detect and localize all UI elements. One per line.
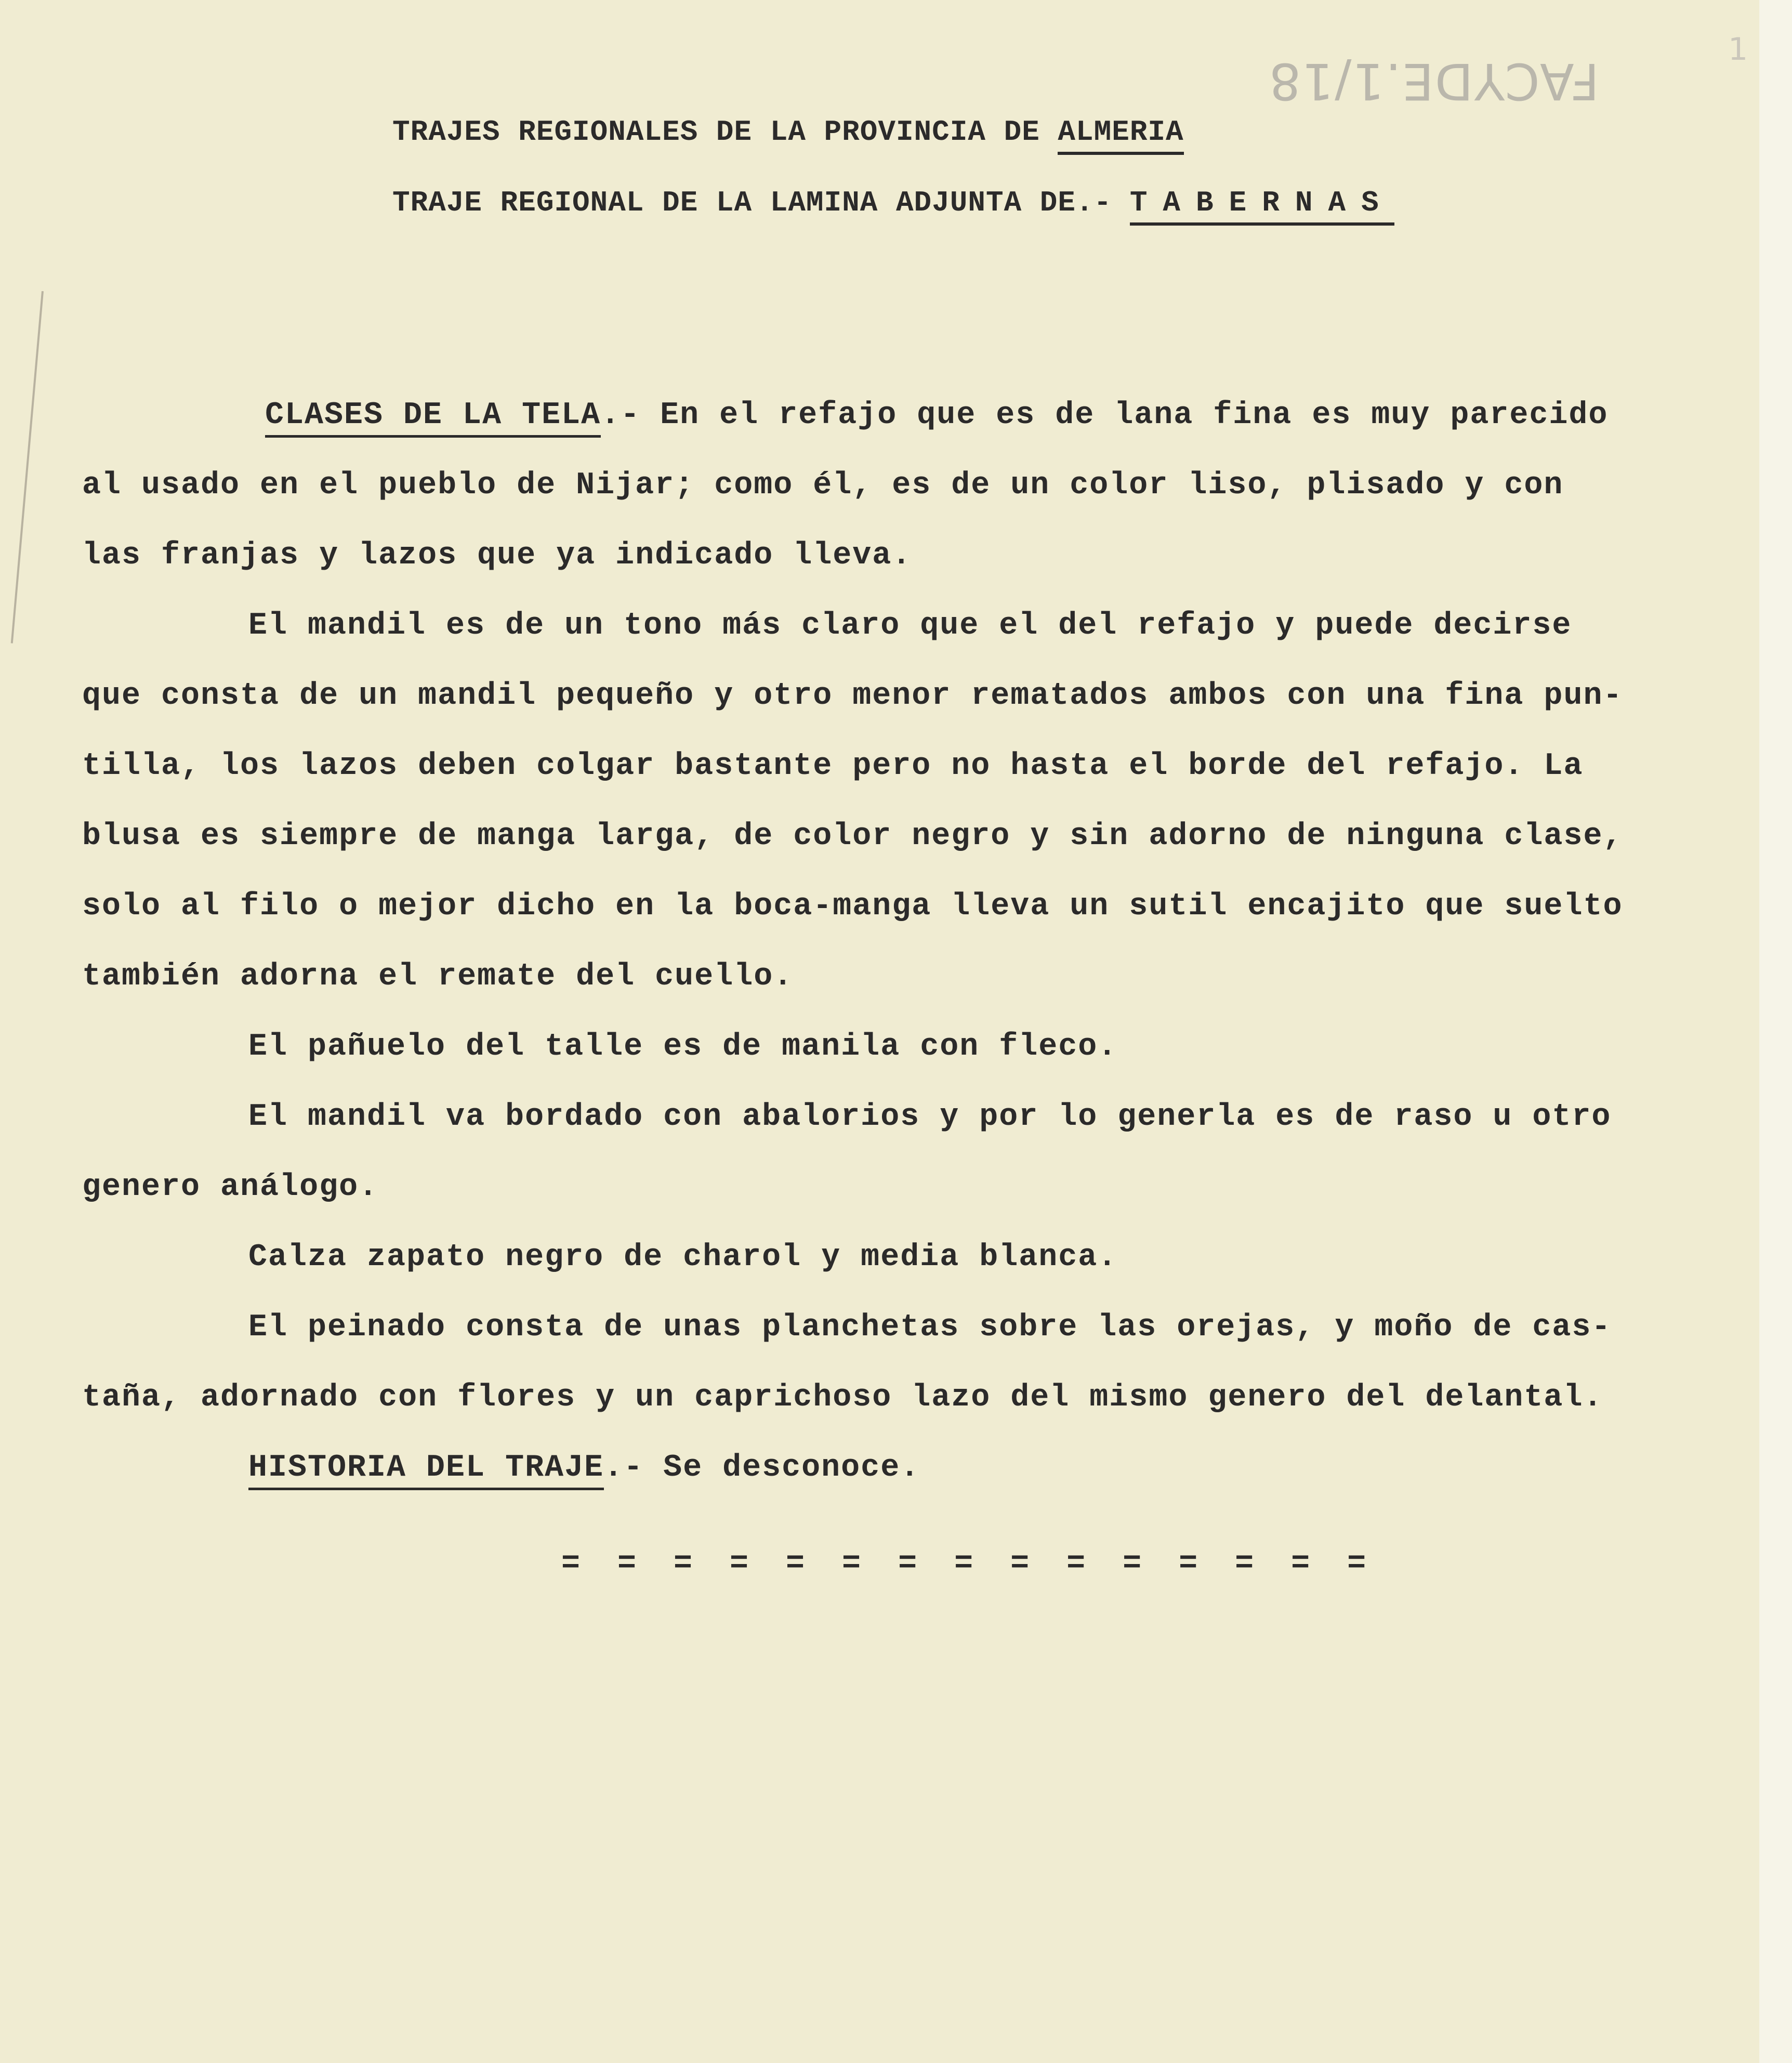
paper-edge — [1759, 0, 1792, 2063]
paragraph-6-line-1: El peinado consta de unas planchetas sobre las orejas, y moño de cas- — [248, 1310, 1612, 1345]
paragraph-1-line-2: al usado en el pueblo de Nijar; como él, es de un color liso, plisado y con — [82, 468, 1564, 503]
document-title — [392, 115, 1184, 149]
paragraph-2-line-1: El mandil es de un tono más claro que el del refajo y puede decirse — [248, 608, 1572, 643]
title-underlined: ALMERIA — [1058, 115, 1183, 155]
document-subtitle — [392, 186, 1394, 219]
paragraph-5-line-1: Calza zapato negro de charol y media blanca. — [248, 1240, 1118, 1275]
archive-stamp: FACYDE.1/18 — [1268, 52, 1600, 110]
paragraph-4-line-1: El mandil va bordado con abalorios y por lo generla es de raso u otro — [248, 1099, 1612, 1135]
paragraph-3-line-1: El pañuelo del talle es de manila con fleco. — [248, 1029, 1118, 1065]
paragraph-7-line-1 — [248, 1450, 920, 1486]
corner-number: 1 — [1728, 31, 1748, 68]
paragraph-2-line-4: blusa es siempre de manga larga, de color negro y sin adorno de ninguna clase, — [82, 819, 1623, 854]
subtitle-text: TRAJE REGIONAL DE LA LAMINA ADJUNTA DE.- — [392, 186, 1130, 219]
subtitle-underlined: TABERNAS — [1130, 186, 1394, 226]
paragraph-1-line-3: las franjas y lazos que ya indicado lleva. — [82, 538, 912, 573]
paragraph-2-line-5: solo al filo o mejor dicho en la boca-manga lleva un sutil encajito que suelto — [82, 889, 1623, 924]
paragraph-2-line-6: también adorna el remate del cuello. — [82, 959, 794, 994]
paragraph-4-line-2: genero análogo. — [82, 1170, 379, 1205]
title-text: TRAJES REGIONALES DE LA PROVINCIA DE — [392, 115, 1058, 149]
paragraph-2-line-2: que consta de un mandil pequeño y otro menor rematados ambos con una fina pun- — [82, 678, 1623, 714]
paragraph-6-line-2: taña, adornado con flores y un caprichoso lazo del mismo genero del delantal. — [82, 1380, 1603, 1415]
section-heading-history: HISTORIA DEL TRAJE — [248, 1450, 604, 1490]
paragraph-text: .- Se desconoce. — [604, 1450, 920, 1486]
section-heading-cloth: CLASES DE LA TELA — [265, 398, 601, 438]
closing-separator: = = = = = = = = = = = = = = = — [561, 1546, 1376, 1582]
paragraph-1-line-1 — [265, 398, 1608, 433]
paragraph-2-line-3: tilla, los lazos deben colgar bastante pero no hasta el borde del refajo. La — [82, 748, 1584, 784]
paragraph-text: .- En el refajo que es de lana fina es muy parecido — [601, 398, 1609, 433]
